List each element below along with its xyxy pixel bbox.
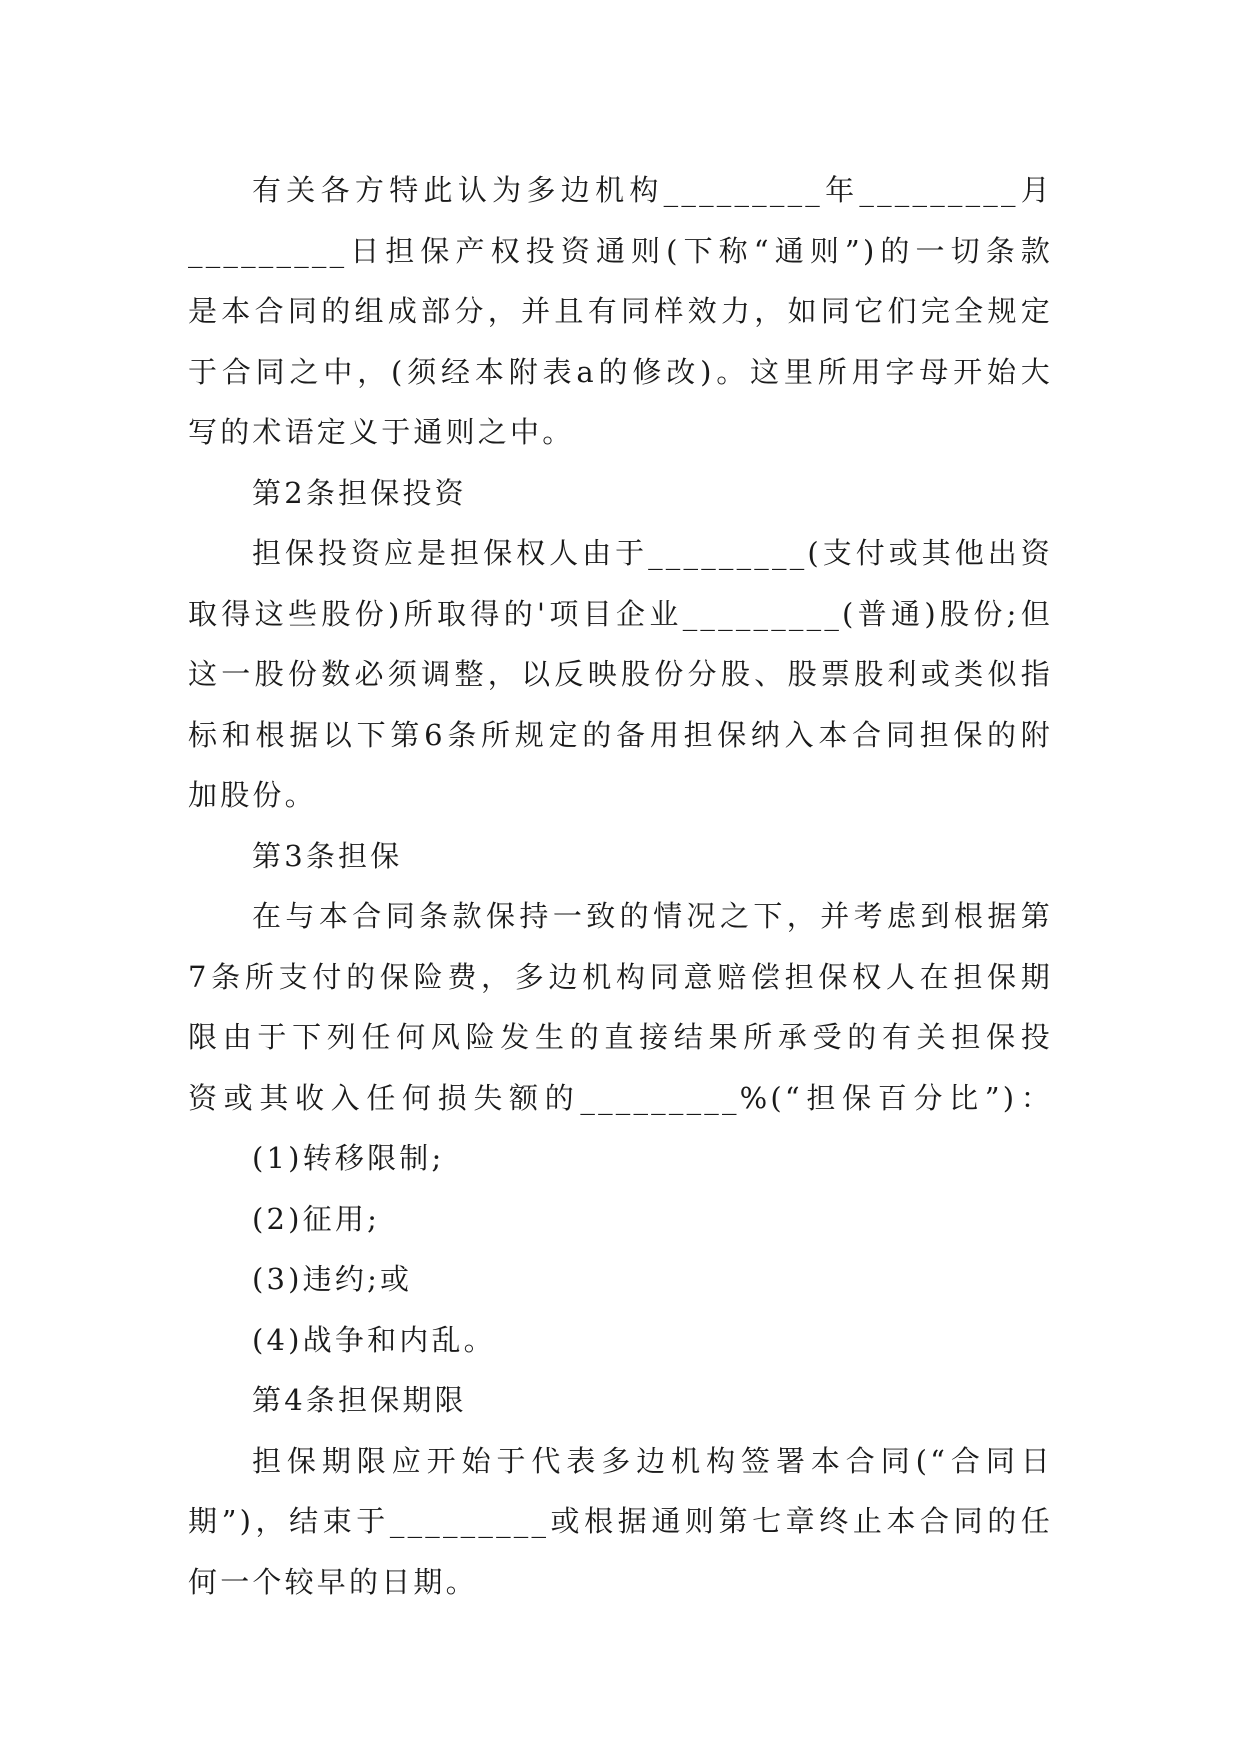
paragraph-4-line-1: 担保期限应开始于代表多边机构签署本合同(“合同日: [252, 1443, 1053, 1478]
paragraph-2-line-1: 担保投资应是担保权人由于_________(支付或其他出资: [252, 536, 1053, 570]
paragraph-2-line-3: 这一股份数必须调整，以反映股份分股、股票股利或类似指: [188, 657, 1053, 691]
paragraph-1-line-5: 写的术语定义于通则之中。: [188, 415, 575, 449]
list-item-3: (3)违约;或: [252, 1262, 413, 1296]
article-3-heading: 第3条担保: [252, 838, 403, 873]
paragraph-3-line-2: 7条所支付的保险费，多边机构同意赔偿担保权人在担保期: [188, 959, 1053, 994]
paragraph-1-line-3: 是本合同的组成部分，并且有同样效力，如同它们完全规定: [188, 294, 1053, 328]
paragraph-4-line-2: 期”)，结束于_________或根据通则第七章终止本合同的任: [188, 1504, 1053, 1538]
paragraph-1-line-1: 有关各方特此认为多边机构_________年_________月: [252, 173, 1053, 207]
document-body: [188, 160, 1053, 1612]
paragraph-3-line-4: 资或其收入任何损失额的_________%(“担保百分比”)：: [188, 1080, 1053, 1115]
paragraph-4-line-3: 何一个较早的日期。: [188, 1564, 478, 1599]
article-2-heading: 第2条担保投资: [252, 475, 467, 510]
paragraph-2-line-4: 标和根据以下第6条所规定的备用担保纳入本合同担保的附: [188, 717, 1053, 752]
list-item-2: (2)征用;: [252, 1201, 381, 1236]
paragraph-2-line-2: 取得这些股份)所取得的'项目企业_________(普通)股份;但: [188, 596, 1053, 631]
list-item-1: (1)转移限制;: [252, 1141, 445, 1175]
paragraph-2-line-5: 加股份。: [188, 778, 317, 812]
paragraph-1-line-4: 于合同之中，(须经本附表a的修改)。这里所用字母开始大: [188, 354, 1053, 389]
list-item-4: (4)战争和内乱。: [252, 1322, 496, 1357]
article-4-heading: 第4条担保期限: [252, 1383, 467, 1417]
paragraph-3-line-1: 在与本合同条款保持一致的情况之下，并考虑到根据第: [252, 899, 1053, 933]
paragraph-1-line-2: _________日担保产权投资通则(下称“通则”)的一切条款: [188, 233, 1053, 268]
paragraph-3-line-3: 限由于下列任何风险发生的直接结果所承受的有关担保投: [188, 1020, 1053, 1054]
